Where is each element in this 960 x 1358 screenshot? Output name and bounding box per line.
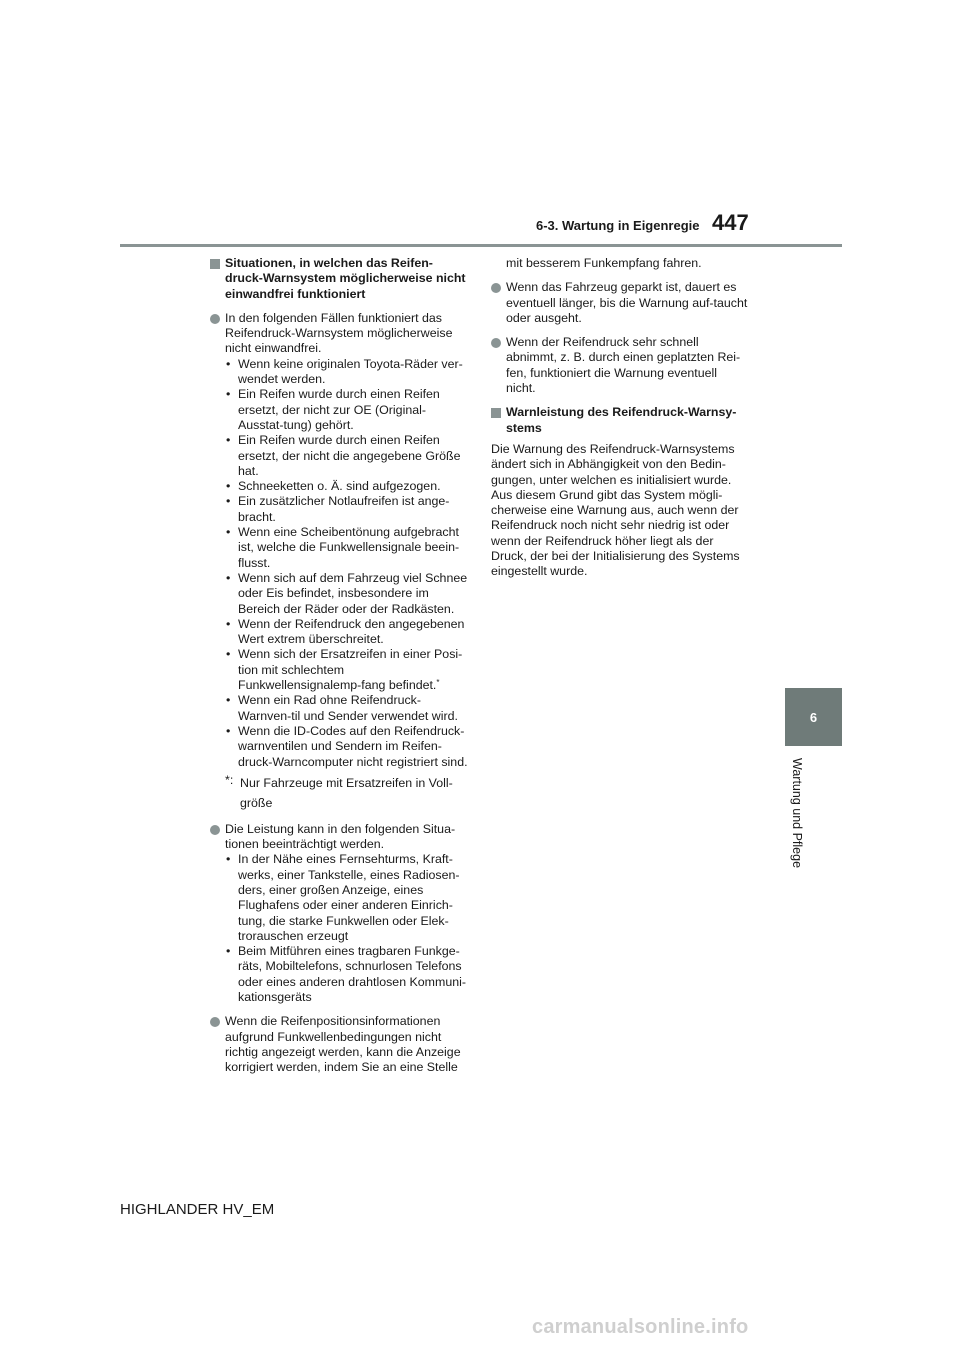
section-title: 6-3. Wartung in Eigenregie <box>536 218 700 233</box>
circle-bullet-icon <box>491 283 501 293</box>
bullet-item <box>210 311 468 813</box>
list-item: • Wenn sich der Ersatzreifen in einer Posi-tion mit schlechtem Funkwellensignalemp-fang befindet.* <box>226 647 463 693</box>
square-bullet-icon <box>210 259 220 269</box>
heading-text: Warnleistung des Reifendruck-Warnsy-stems <box>506 405 737 435</box>
bullet-text: Wenn der Reifendruck sehr schnell abnimmt, z. B. durch einen geplatzten Rei-fen, funktioniert die Warnung eventuell nicht. <box>506 335 741 396</box>
square-bullet-icon <box>491 408 501 418</box>
right-column <box>491 256 749 580</box>
bullet-item <box>491 280 749 326</box>
left-column <box>210 256 468 1085</box>
list-item: • Wenn die ID-Codes auf den Reifendruck-warnventilen und Sendern im Reifen-druck-Warncomputer nicht registriert sind. <box>226 723 468 769</box>
list-item: • Beim Mitführen eines tragbaren Funkge-räts, Mobiltelefons, schnurlosen Telefons oder eines anderen drahtlosen Kommuni-kationsgeräts <box>226 944 466 1005</box>
bullet-item <box>491 335 749 396</box>
list-item: • Schneeketten o. Ä. sind aufgezogen. <box>226 479 441 494</box>
list-item: • In der Nähe eines Fernsehturms, Kraft-werks, einer Tankstelle, eines Radiosen-ders, einer großen Anzeige, eines Flughafens oder einer anderen Einrich-tung, die starke Funkwellen oder Elek-trorauschen erzeugt <box>226 852 460 943</box>
continued-text: mit besserem Funkempfang fahren. <box>506 256 702 270</box>
chapter-tab: 6 <box>785 688 842 746</box>
chapter-title: Wartung und Pflege <box>790 758 804 869</box>
body-paragraph: Die Warnung des Reifendruck-Warnsystems ändert sich in Abhängigkeit von den Bedin-gungen, unter welchen es initialisiert wurde. Aus diesem Grund gibt das System mögli-cherweise eine Warnung aus, auch wenn der Reifendruck noch nicht sehr niedrig ist oder wenn der Reifendruck höher liegt als der Druck, der bei der Initialisierung des Systems eingestellt wurde. <box>491 441 740 579</box>
bullet-intro: In den folgenden Fällen funktioniert das Reifendruck-Warnsystem möglicherweise nicht einwandfrei. <box>225 310 453 356</box>
circle-bullet-icon <box>491 338 501 348</box>
list-item: • Wenn der Reifendruck den angegebenen Wert extrem überschreitet. <box>226 616 465 647</box>
circle-bullet-icon <box>210 825 220 835</box>
section-heading <box>491 405 749 436</box>
footnote <box>225 773 468 813</box>
bullet-item <box>210 822 468 1006</box>
bullet-item <box>210 1014 468 1075</box>
footnote-marker: * <box>436 678 440 688</box>
list-item: • Wenn ein Rad ohne Reifendruck-Warnven-til und Sender verwendet wird. <box>226 693 458 723</box>
bullet-text: Wenn die Reifenpositionsinformationen aufgrund Funkwellenbedingungen nicht richtig angezeigt werden, kann die Anzeige korrigiert werden, indem Sie an eine Stelle <box>225 1014 461 1075</box>
bullet-intro: Die Leistung kann in den folgenden Situa-tionen beeinträchtigt werden. <box>225 821 456 852</box>
header-divider <box>120 244 842 247</box>
footnote-prefix: *: <box>225 772 234 787</box>
list-item: • Wenn sich auf dem Fahrzeug viel Schnee oder Eis befindet, insbesondere im Bereich der Räder oder der Radkästen. <box>226 570 468 616</box>
list-item: • Ein Reifen wurde durch einen Reifen ersetzt, der nicht die angegebene Größe hat. <box>226 433 461 478</box>
sub-list <box>225 852 468 1005</box>
list-item: • Ein Reifen wurde durch einen Reifen ersetzt, der nicht zur OE (Original-Ausstat-tung) gehört. <box>226 387 440 432</box>
sub-list <box>225 357 468 770</box>
list-item: • Ein zusätzlicher Notlaufreifen ist ange-bracht. <box>226 494 450 524</box>
list-item: • Wenn eine Scheibentönung aufgebracht ist, welche die Funkwellensignale beein-flusst. <box>226 525 460 570</box>
footnote-text: Nur Fahrzeuge mit Ersatzreifen in Voll-größe <box>240 775 453 810</box>
list-item: • Wenn keine originalen Toyota-Räder ver-wendet werden. <box>226 356 463 387</box>
section-heading <box>210 256 468 302</box>
bullet-text: Wenn das Fahrzeug geparkt ist, dauert es eventuell länger, bis die Warnung auf-taucht oder ausgeht. <box>506 280 748 325</box>
page-number: 447 <box>712 210 749 235</box>
watermark: carmanualsonline.info <box>532 1316 749 1338</box>
model-footer: HIGHLANDER HV_EM <box>120 1201 275 1218</box>
circle-bullet-icon <box>210 314 220 324</box>
heading-text: Situationen, in welchen das Reifen-druck-Warnsystem möglicherweise nicht einwandfrei funktioniert <box>225 256 466 301</box>
circle-bullet-icon <box>210 1017 220 1027</box>
